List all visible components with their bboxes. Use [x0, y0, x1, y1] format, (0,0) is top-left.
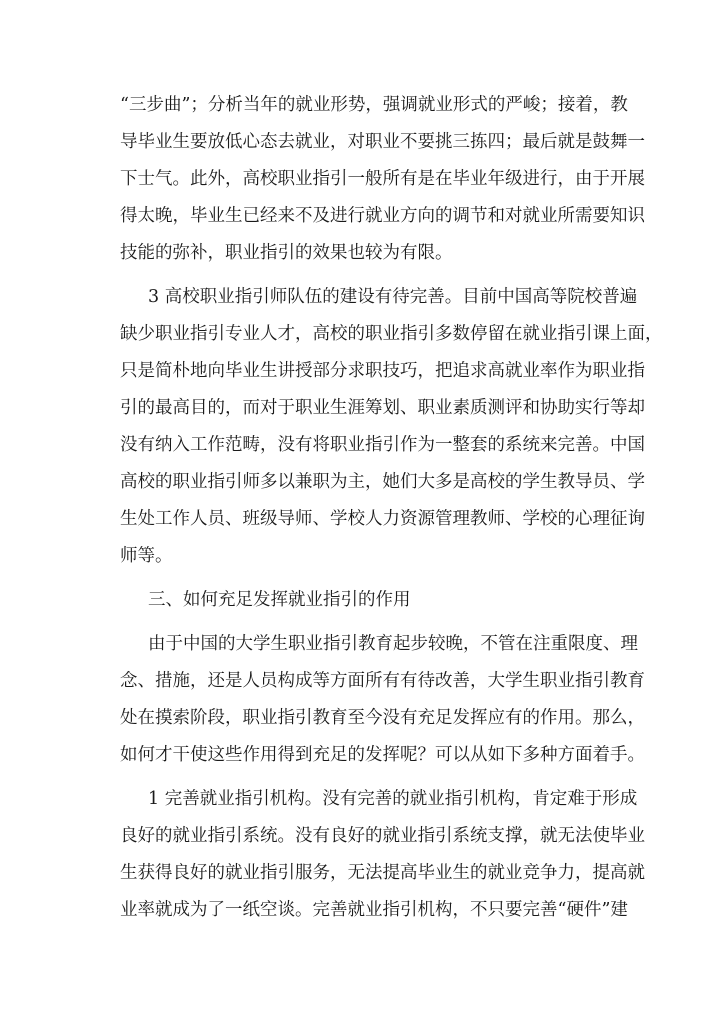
paragraph-line: 由于中国的大学生职业指引教育起步较晚，不管在注重限度、理: [148, 634, 638, 654]
paragraph-line: 技能的弥补，职业指引的效果也较为有限。: [120, 243, 453, 263]
paragraph-line: 师等。: [120, 546, 173, 566]
paragraph-line: 下士气。此外，高校职业指引一般所有是在毕业年级进行，由于开展: [120, 169, 645, 189]
paragraph-line: 高校的职业指引师多以兼职为主，她们大多是高校的学生教导员、学: [120, 472, 645, 492]
paragraph-line: 生处工作人员、班级导师、学校人力资源管理教师、学校的心理征询: [120, 509, 645, 529]
paragraph-line: 生获得良好的就业指引服务，无法提高毕业生的就业竞争力，提高就: [120, 863, 645, 883]
paragraph-line: 没有纳入工作范畴，没有将职业指引作为一整套的系统来完善。中国: [120, 435, 645, 455]
paragraph-line: 1 完善就业指引机构。没有完善的就业指引机构，肯定难于形成: [148, 789, 638, 809]
paragraph-line: 得太晚，毕业生已经来不及进行就业方向的调节和对就业所需要知识: [120, 206, 645, 226]
paragraph-line: 缺少职业指引专业人才，高校的职业指引多数停留在就业指引课上面，: [120, 324, 663, 344]
paragraph-line: 业率就成为了一纸空谈。完善就业指引机构，不只要完善“硬件”建: [120, 900, 628, 920]
section-heading: 三、如何充足发挥就业指引的作用: [148, 590, 411, 610]
paragraph-line: 念、措施，还是人员构成等方面所有有待改善，大学生职业指引教育: [120, 671, 645, 691]
paragraph-line: 良好的就业指引系统。没有良好的就业指引系统支撑，就无法使毕业: [120, 826, 645, 846]
paragraph-line: 导毕业生要放低心态去就业，对职业不要挑三拣四；最后就是鼓舞一: [120, 132, 645, 152]
paragraph-line: 只是简朴地向毕业生讲授部分求职技巧，把追求高就业率作为职业指: [120, 361, 645, 381]
paragraph-line: 如何才干使这些作用得到充足的发挥呢？可以从如下多种方面着手。: [120, 745, 645, 765]
paragraph-line: “三步曲”；分析当年的就业形势，强调就业形式的严峻；接着，教: [120, 95, 628, 115]
paragraph-line: 3 高校职业指引师队伍的建设有待完善。目前中国高等院校普遍: [148, 287, 638, 307]
paragraph-line: 处在摸索阶段，职业指引教育至今没有充足发挥应有的作用。那么，: [120, 708, 645, 728]
paragraph-line: 引的最高目的，而对于职业生涯筹划、职业素质测评和协助实行等却: [120, 398, 645, 418]
